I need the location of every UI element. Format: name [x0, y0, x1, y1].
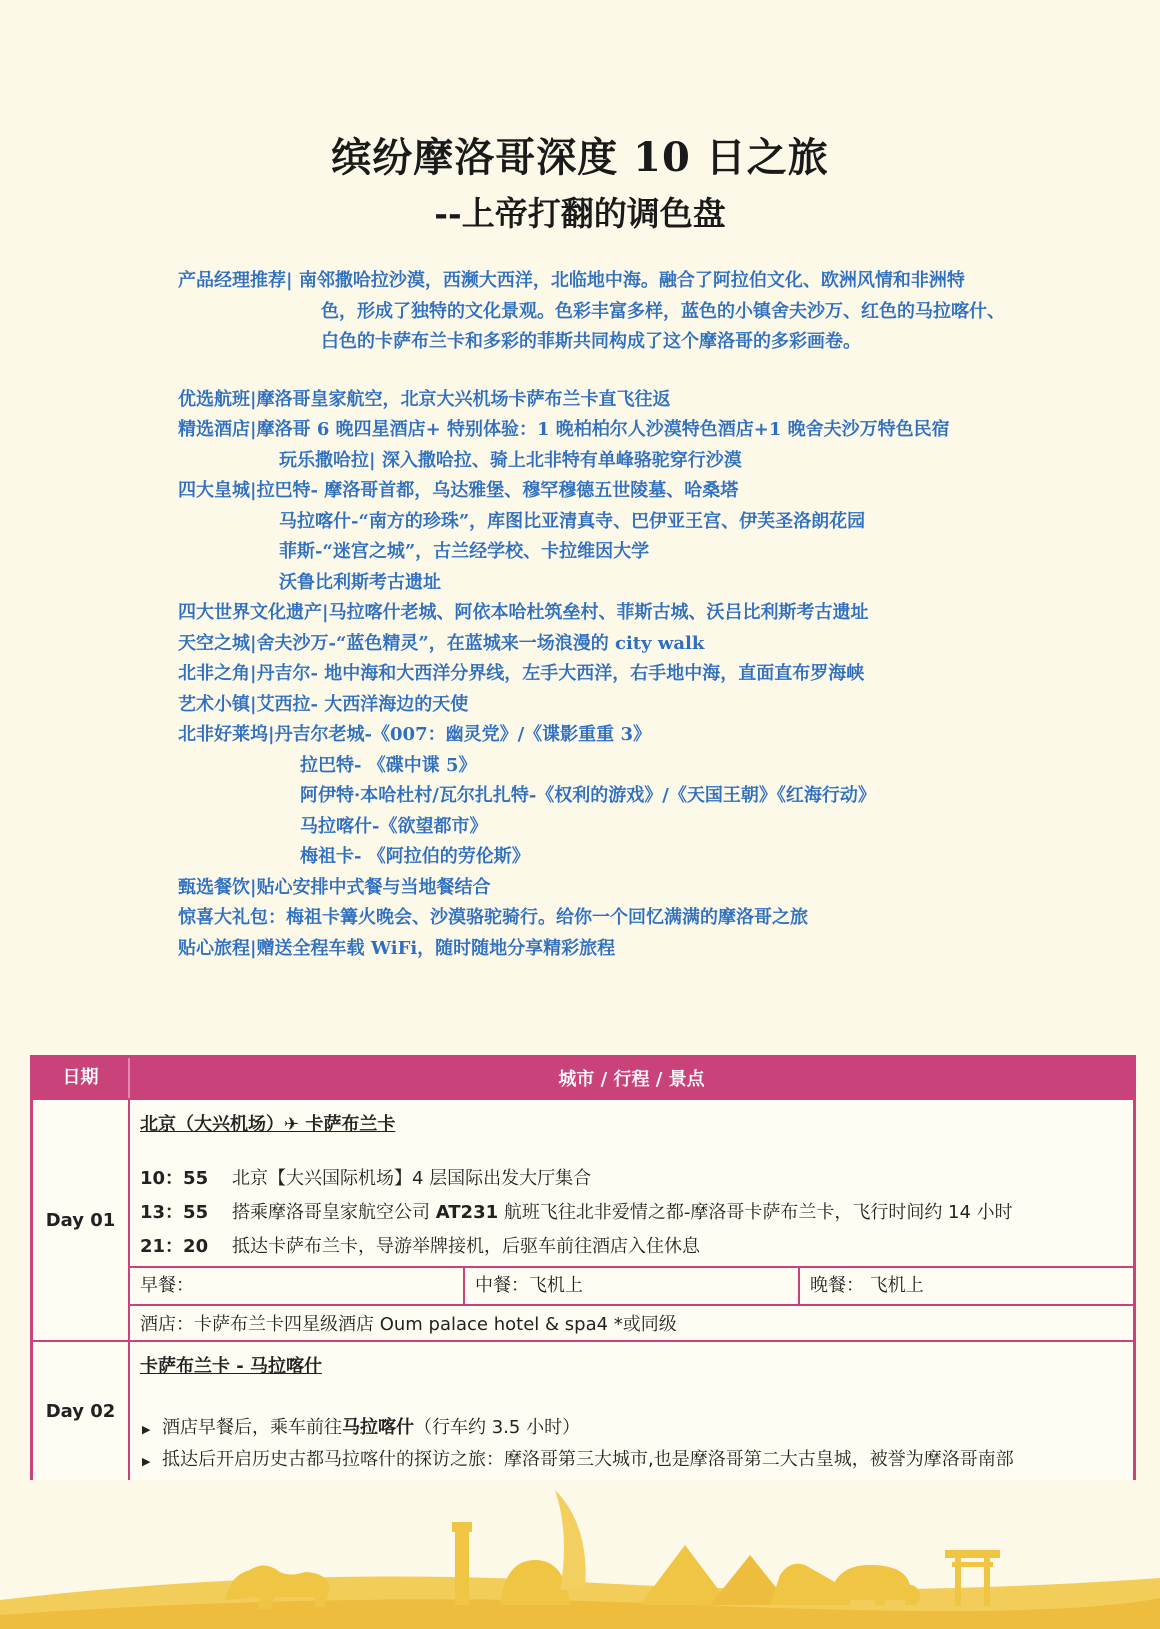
highlight-text: 摩洛哥 6 晚四星酒店+ 特别体验：1 晚柏柏尔人沙漠特色酒店+1 晚舍夫沙万特色民宿: [256, 419, 950, 440]
schedule-text: 北京【大兴国际机场】4 层国际出发大厅集合: [232, 1168, 592, 1189]
hotel-info: 酒店：卡萨布兰卡四星级酒店 Oum palace hotel & spa4 *或同级: [130, 1304, 1133, 1344]
highlight-item: [178, 720, 1098, 751]
highlight-text: 摩洛哥皇家航空，北京大兴机场卡萨布兰卡直飞往返: [256, 388, 671, 410]
highlight-text: 赠送全程车载 WiFi，随时随地分享精彩旅程: [256, 937, 616, 959]
recommend-line: 白色的卡萨布兰卡和多彩的菲斯共同构成了这个摩洛哥的多彩画卷。: [321, 331, 861, 352]
highlight-item: [178, 446, 1098, 477]
highlight-item: [178, 476, 1098, 507]
highlight-text: 马拉喀什老城、阿依本哈杜筑垒村、菲斯古城、沃吕比利斯考古遗址: [328, 602, 869, 623]
lunch: 中餐：飞机上: [465, 1268, 800, 1304]
highlight-label: 天空之城|: [178, 632, 257, 654]
bullet-text: （行车约 3.5 小时）: [414, 1417, 581, 1438]
schedule-time: 13：55: [140, 1202, 209, 1223]
highlight-text: 梅祖卡篝火晚会、沙漠骆驼骑行。给你一个回忆满满的摩洛哥之旅: [286, 907, 808, 928]
bullet-text: 抵达后开启历史古都马拉喀什的探访之旅：摩洛哥第三大城市,也是摩洛哥第二大古皇城，被誉为摩洛哥南部: [162, 1449, 1014, 1470]
highlight-text: 拉巴特- 摩洛哥首都，乌达雅堡、穆罕穆德五世陵墓、哈桑塔: [256, 480, 739, 501]
highlight-item: [178, 690, 1098, 721]
breakfast: 早餐：: [130, 1268, 465, 1304]
day-content: [130, 1100, 1133, 1340]
highlight-text: 菲斯-“迷宫之城”，古兰经学校、卡拉维因大学: [279, 541, 650, 562]
schedule-text: 搭乘摩洛哥皇家航空公司: [232, 1202, 436, 1223]
highlight-label: 北非之角|: [178, 663, 257, 684]
highlight-label: 精选酒店|: [178, 419, 257, 440]
bullet-text: 酒店早餐后，乘车前往: [162, 1417, 342, 1438]
highlight-text: 马拉喀什-《欲望都市》: [300, 815, 488, 837]
highlight-item: [178, 751, 1098, 782]
highlight-item: [178, 659, 1098, 690]
dinner: 晚餐： 飞机上: [810, 1275, 924, 1296]
highlight-text: 沃鲁比利斯考古遗址: [279, 571, 441, 593]
day-label: Day 02: [33, 1342, 130, 1480]
highlight-text: 舍夫沙万-“蓝色精灵”，在蓝城来一场浪漫的 city walk: [256, 632, 705, 654]
highlight-text: 阿伊特·本哈杜村/瓦尔扎扎特-《权利的游戏》/《天国王朝》《红海行动》: [300, 785, 876, 806]
schedule-item: [140, 1230, 1133, 1264]
highlight-text: 梅祖卡- 《阿拉伯的劳伦斯》: [300, 846, 530, 867]
highlight-item: [178, 781, 1098, 812]
bullet-arrow-icon: ▶: [142, 1423, 151, 1436]
intro-section: [178, 266, 1098, 964]
highlight-item: [178, 842, 1098, 873]
highlight-text: 丹吉尔- 地中海和大西洋分界线，左手大西洋，右手地中海，直面直布罗海峡: [256, 663, 865, 684]
schedule-flight: AT231: [435, 1202, 499, 1223]
highlight-label: 四大世界文化遗产|: [178, 602, 329, 623]
highlight-label: 惊喜大礼包：: [178, 907, 286, 928]
highlight-label: 艺术小镇|: [178, 693, 257, 715]
highlight-item: [178, 415, 1098, 446]
schedule-time: 21：20: [140, 1236, 209, 1257]
highlight-label: 甄选餐饮|: [178, 876, 257, 898]
highlight-text: 玩乐撒哈拉| 深入撒哈拉、骑上北非特有单峰骆驼穿行沙漠: [279, 449, 742, 471]
day-route: 北京（大兴机场）✈ 卡萨布兰卡: [140, 1114, 396, 1135]
header-city: 城市 / 行程 / 景点: [558, 1069, 705, 1090]
highlight-item: [178, 507, 1098, 538]
recommend-line: 色，形成了独特的文化景观。色彩丰富多样，蓝色的小镇舍夫沙万、红色的马拉喀什、: [321, 300, 1005, 322]
highlight-item: [178, 598, 1098, 629]
highlight-label: 优选航班|: [178, 388, 257, 410]
highlight-item: [178, 873, 1098, 904]
bullet-list: [130, 1408, 1133, 1476]
highlight-label: 四大皇城|: [178, 480, 257, 501]
highlight-item: [178, 812, 1098, 843]
highlight-item: [178, 385, 1098, 416]
header-date: 日期: [33, 1058, 130, 1098]
bullet-arrow-icon: ▶: [142, 1455, 151, 1468]
bullet-item: [142, 1412, 1133, 1444]
day-content: [130, 1342, 1133, 1480]
schedule-list: [130, 1158, 1133, 1266]
day-label: Day 01: [33, 1100, 130, 1340]
page-title: 缤纷摩洛哥深度 10 日之旅: [331, 134, 829, 181]
table-header: [33, 1058, 1133, 1098]
recommend-line: 南邻撒哈拉沙漠，西濒大西洋，北临地中海。融合了阿拉伯文化、欧洲风情和非洲特: [298, 270, 965, 291]
highlight-item: [178, 934, 1098, 965]
landmark-silhouette-decoration: [0, 1470, 1160, 1629]
recommend-label: 产品经理推荐|: [178, 270, 293, 291]
highlight-text: 马拉喀什-“南方的珍珠”，库图比亚清真寺、巴伊亚王宫、伊芙圣洛朗花园: [279, 510, 866, 532]
highlight-text: 拉巴特- 《碟中谍 5》: [300, 754, 477, 776]
schedule-text: 抵达卡萨布兰卡，导游举牌接机，后驱车前往酒店入住休息: [232, 1236, 700, 1257]
highlight-text: 丹吉尔老城-《007：幽灵党》/《谍影重重 3》: [274, 724, 651, 745]
day-route: 卡萨布兰卡 - 马拉喀什: [140, 1356, 323, 1377]
table-row: [33, 1340, 1133, 1480]
page-subtitle: --上帝打翻的调色盘: [434, 194, 726, 233]
schedule-text: 航班飞往北非爱情之都-摩洛哥卡萨布兰卡，飞行时间约 14 小时: [498, 1202, 1013, 1223]
schedule-item: [140, 1162, 1133, 1196]
highlight-item: [178, 568, 1098, 599]
schedule-time: 10：55: [140, 1168, 209, 1189]
highlight-text: 艾西拉- 大西洋海边的天使: [256, 693, 469, 715]
bullet-place: 马拉喀什: [342, 1417, 414, 1438]
schedule-item: [140, 1196, 1133, 1230]
highlight-item: [178, 903, 1098, 934]
meals-row: [130, 1266, 1133, 1304]
highlights-list: [178, 385, 1098, 965]
highlight-item: [178, 629, 1098, 660]
highlight-text: 贴心安排中式餐与当地餐结合: [256, 876, 491, 898]
highlight-label: 贴心旅程|: [178, 937, 257, 959]
table-row: [33, 1098, 1133, 1340]
itinerary-table: [30, 1055, 1136, 1480]
recommend-row: [178, 266, 1098, 297]
highlight-label: 北非好莱坞|: [178, 724, 275, 745]
highlight-item: [178, 537, 1098, 568]
